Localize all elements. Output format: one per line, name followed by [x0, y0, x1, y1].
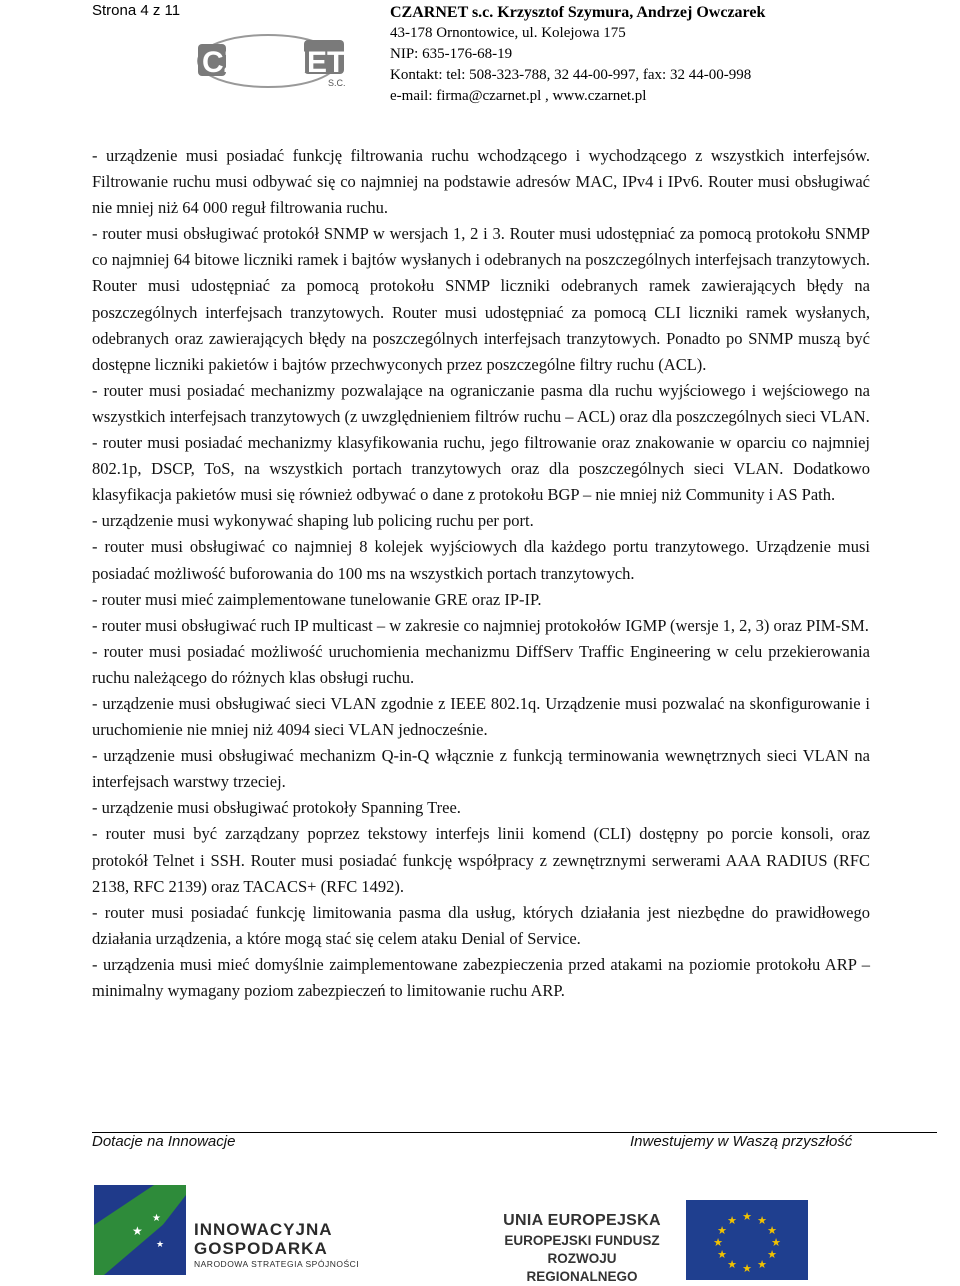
innowacyjna-gospodarka-text [194, 1220, 359, 1270]
requirement-paragraph: - urządzenie musi wykonywać shaping lub policing ruchu per port. [92, 511, 534, 531]
svg-text:★: ★ [727, 1259, 737, 1271]
requirement-paragraph: - router musi posiadać mechanizmy klasyfikowania ruchu, jego filtrowanie oraz znakowanie w oparciu co najmniej 802.1p, DSCP, ToS, na wszystkich portach tranzytowych oraz dla poszczególnych sieci VLAN. Dodatkowo klasyfikacja pakietów musi się również odbywać o dane z protokołu BGP – nie mniej niż Community i AS Path. [92, 433, 870, 505]
logo-sc: S.C. [328, 78, 346, 88]
star-icon: ★ [132, 1224, 143, 1238]
company-nip: NIP: 635-176-68-19 [390, 46, 513, 62]
svg-text:★: ★ [771, 1237, 781, 1249]
footer-right-text: Inwestujemy w Waszą przyszłość [630, 1133, 853, 1150]
requirement-paragraph: - router musi mieć zaimplementowane tunelowanie GRE oraz IP-IP. [92, 589, 542, 609]
requirement-paragraph: - router musi obsługiwać ruch IP multicast – w zakresie co najmniej protokołów IGMP (wersje 1, 2, 3) oraz PIM-SM. [92, 615, 869, 635]
star-icon: ★ [152, 1213, 161, 1224]
requirement-paragraph: - router musi posiadać możliwość uruchomienia mechanizmu DiffServ Traffic Engineering w celu przekierowania ruchu należącego do różnych klas obsługi ruchu. [92, 641, 870, 687]
svg-text:★: ★ [717, 1225, 727, 1237]
company-name: CZARNET s.c. Krzysztof Szymura, Andrzej Owczarek [390, 4, 766, 21]
requirement-paragraph: - router musi obsługiwać co najmniej 8 kolejek wyjściowych dla każdego portu tranzytowego. Urządzenie musi posiadać możliwość buforowania do 100 ms na wszystkich portach tranzytowych. [92, 537, 870, 583]
company-contact: Kontakt: tel: 508-323-788, 32 44-00-997, fax: 32 44-00-998 [390, 67, 752, 83]
requirement-paragraph: - router musi być zarządzany poprzez tekstowy interfejs linii komend (CLI) dostępny po porcie konsoli, oraz protokół Telnet i SSH. Router musi posiadać funkcję współpracy z zewnętrznymi serwerami AAA RADIUS (RFC 2138, RFC 2139) oraz TACACS+ (RFC 1492). [92, 824, 870, 896]
svg-text:★: ★ [713, 1237, 723, 1249]
ig-line-1: INNOWACYJNA [194, 1220, 333, 1239]
company-address: 43-178 Ornontowice, ul. Kolejowa 175 [390, 25, 626, 41]
eu-flag-icon [686, 1200, 808, 1280]
requirement-paragraph: - urządzenie musi obsługiwać sieci VLAN zgodnie z IEEE 802.1q. Urządzenie musi pozwalać na skonfigurowanie i uruchomienie nie mniej niż 4094 sieci VLAN jednocześnie. [92, 693, 870, 740]
requirement-paragraph: - urządzenie musi obsługiwać mechanizm Q-in-Q włącznie z funkcją terminowania wewnętrznych sieci VLAN na interfejsach warstwy trzeciej. [92, 746, 870, 792]
eu-line-2: EUROPEJSKI FUNDUSZ [504, 1233, 660, 1248]
page-number-label: Strona 4 z 11 [92, 2, 181, 19]
svg-text:★: ★ [727, 1215, 737, 1227]
company-info [390, 2, 765, 107]
svg-text:★: ★ [717, 1249, 727, 1261]
svg-text:★: ★ [757, 1259, 767, 1271]
requirement-paragraph: - urządzenie musi posiadać funkcję filtrowania ruchu wchodzącego i wychodzącego z wszystkich interfejsów. Filtrowanie ruchu musi odbywać się co najmniej na podstawie adresów MAC, IPv4 i IPv6. Router musi obsługiwać nie mniej niż 64 000 reguł filtrowania ruchu. [92, 146, 870, 218]
svg-text:★: ★ [757, 1215, 767, 1227]
star-icon: ★ [156, 1239, 165, 1249]
svg-text:★: ★ [742, 1211, 752, 1223]
logo-wordmark: CZARNET [202, 46, 346, 79]
company-email: e-mail: firma@czarnet.pl , www.czarnet.pl [390, 88, 647, 104]
requirement-paragraph: - router musi posiadać funkcję limitowania pasma dla usług, których działania jest niezbędne do prawidłowego działania urządzenia, a które mogą stać się celem ataku Denial of Service. [92, 902, 870, 948]
svg-text:★: ★ [767, 1225, 777, 1237]
ig-line-2: GOSPODARKA [194, 1239, 328, 1258]
footer-left-text: Dotacje na Innowacje [92, 1133, 236, 1150]
eu-line-3: ROZWOJU REGIONALNEGO [526, 1251, 638, 1284]
eu-line-1: UNIA EUROPEJSKA [503, 1212, 661, 1229]
eu-fund-text [496, 1210, 668, 1286]
ig-line-3: NARODOWA STRATEGIA SPÓJNOŚCI [194, 1259, 360, 1269]
requirement-paragraph: - urządzenie musi obsługiwać protokoły Spanning Tree. [92, 798, 461, 818]
czarnet-logo [196, 32, 358, 90]
requirement-paragraph: - router musi posiadać mechanizmy pozwalające na ograniczanie pasma dla ruchu wyjściowego i wejściowego na wszystkich interfejsach tranzytowych (z uwzględnieniem filtrów ruchu – ACL) oraz dla poszczególnych sieci VLAN. [92, 380, 870, 426]
svg-text:★: ★ [742, 1263, 752, 1275]
svg-text:★: ★ [767, 1249, 777, 1261]
requirement-paragraph: - router musi obsługiwać protokół SNMP w wersjach 1, 2 i 3. Router musi udostępniać za pomocą protokołu SNMP co najmniej 64 bitowe liczniki ramek i bajtów wysłanych i odebranych na poszczególnych interfejsach tranzytowych. Router musi udostępniać za pomocą protokołu SNMP liczniki odebranych ramek zawierających błędy na poszczególnych interfejsach tranzytowych. Router musi udostępniać za pomocą CLI liczniki ramek wysłanych, odebranych oraz zawierających błędy na poszczególnych interfejsach tranzytowych. Ponadto po SNMP muszą być dostępne liczniki pakietów i bajtów przechwyconych przez poszczególne filtry ruchu (ACL). [92, 224, 870, 374]
document-body [92, 143, 870, 1004]
requirement-paragraph: - urządzenia musi mieć domyślnie zaimplementowane zabezpieczenia przed atakami na poziomie protokołu ARP – minimalny wymagany poziom zabezpieczeń to limitowanie ruchu ARP. [92, 954, 870, 1000]
